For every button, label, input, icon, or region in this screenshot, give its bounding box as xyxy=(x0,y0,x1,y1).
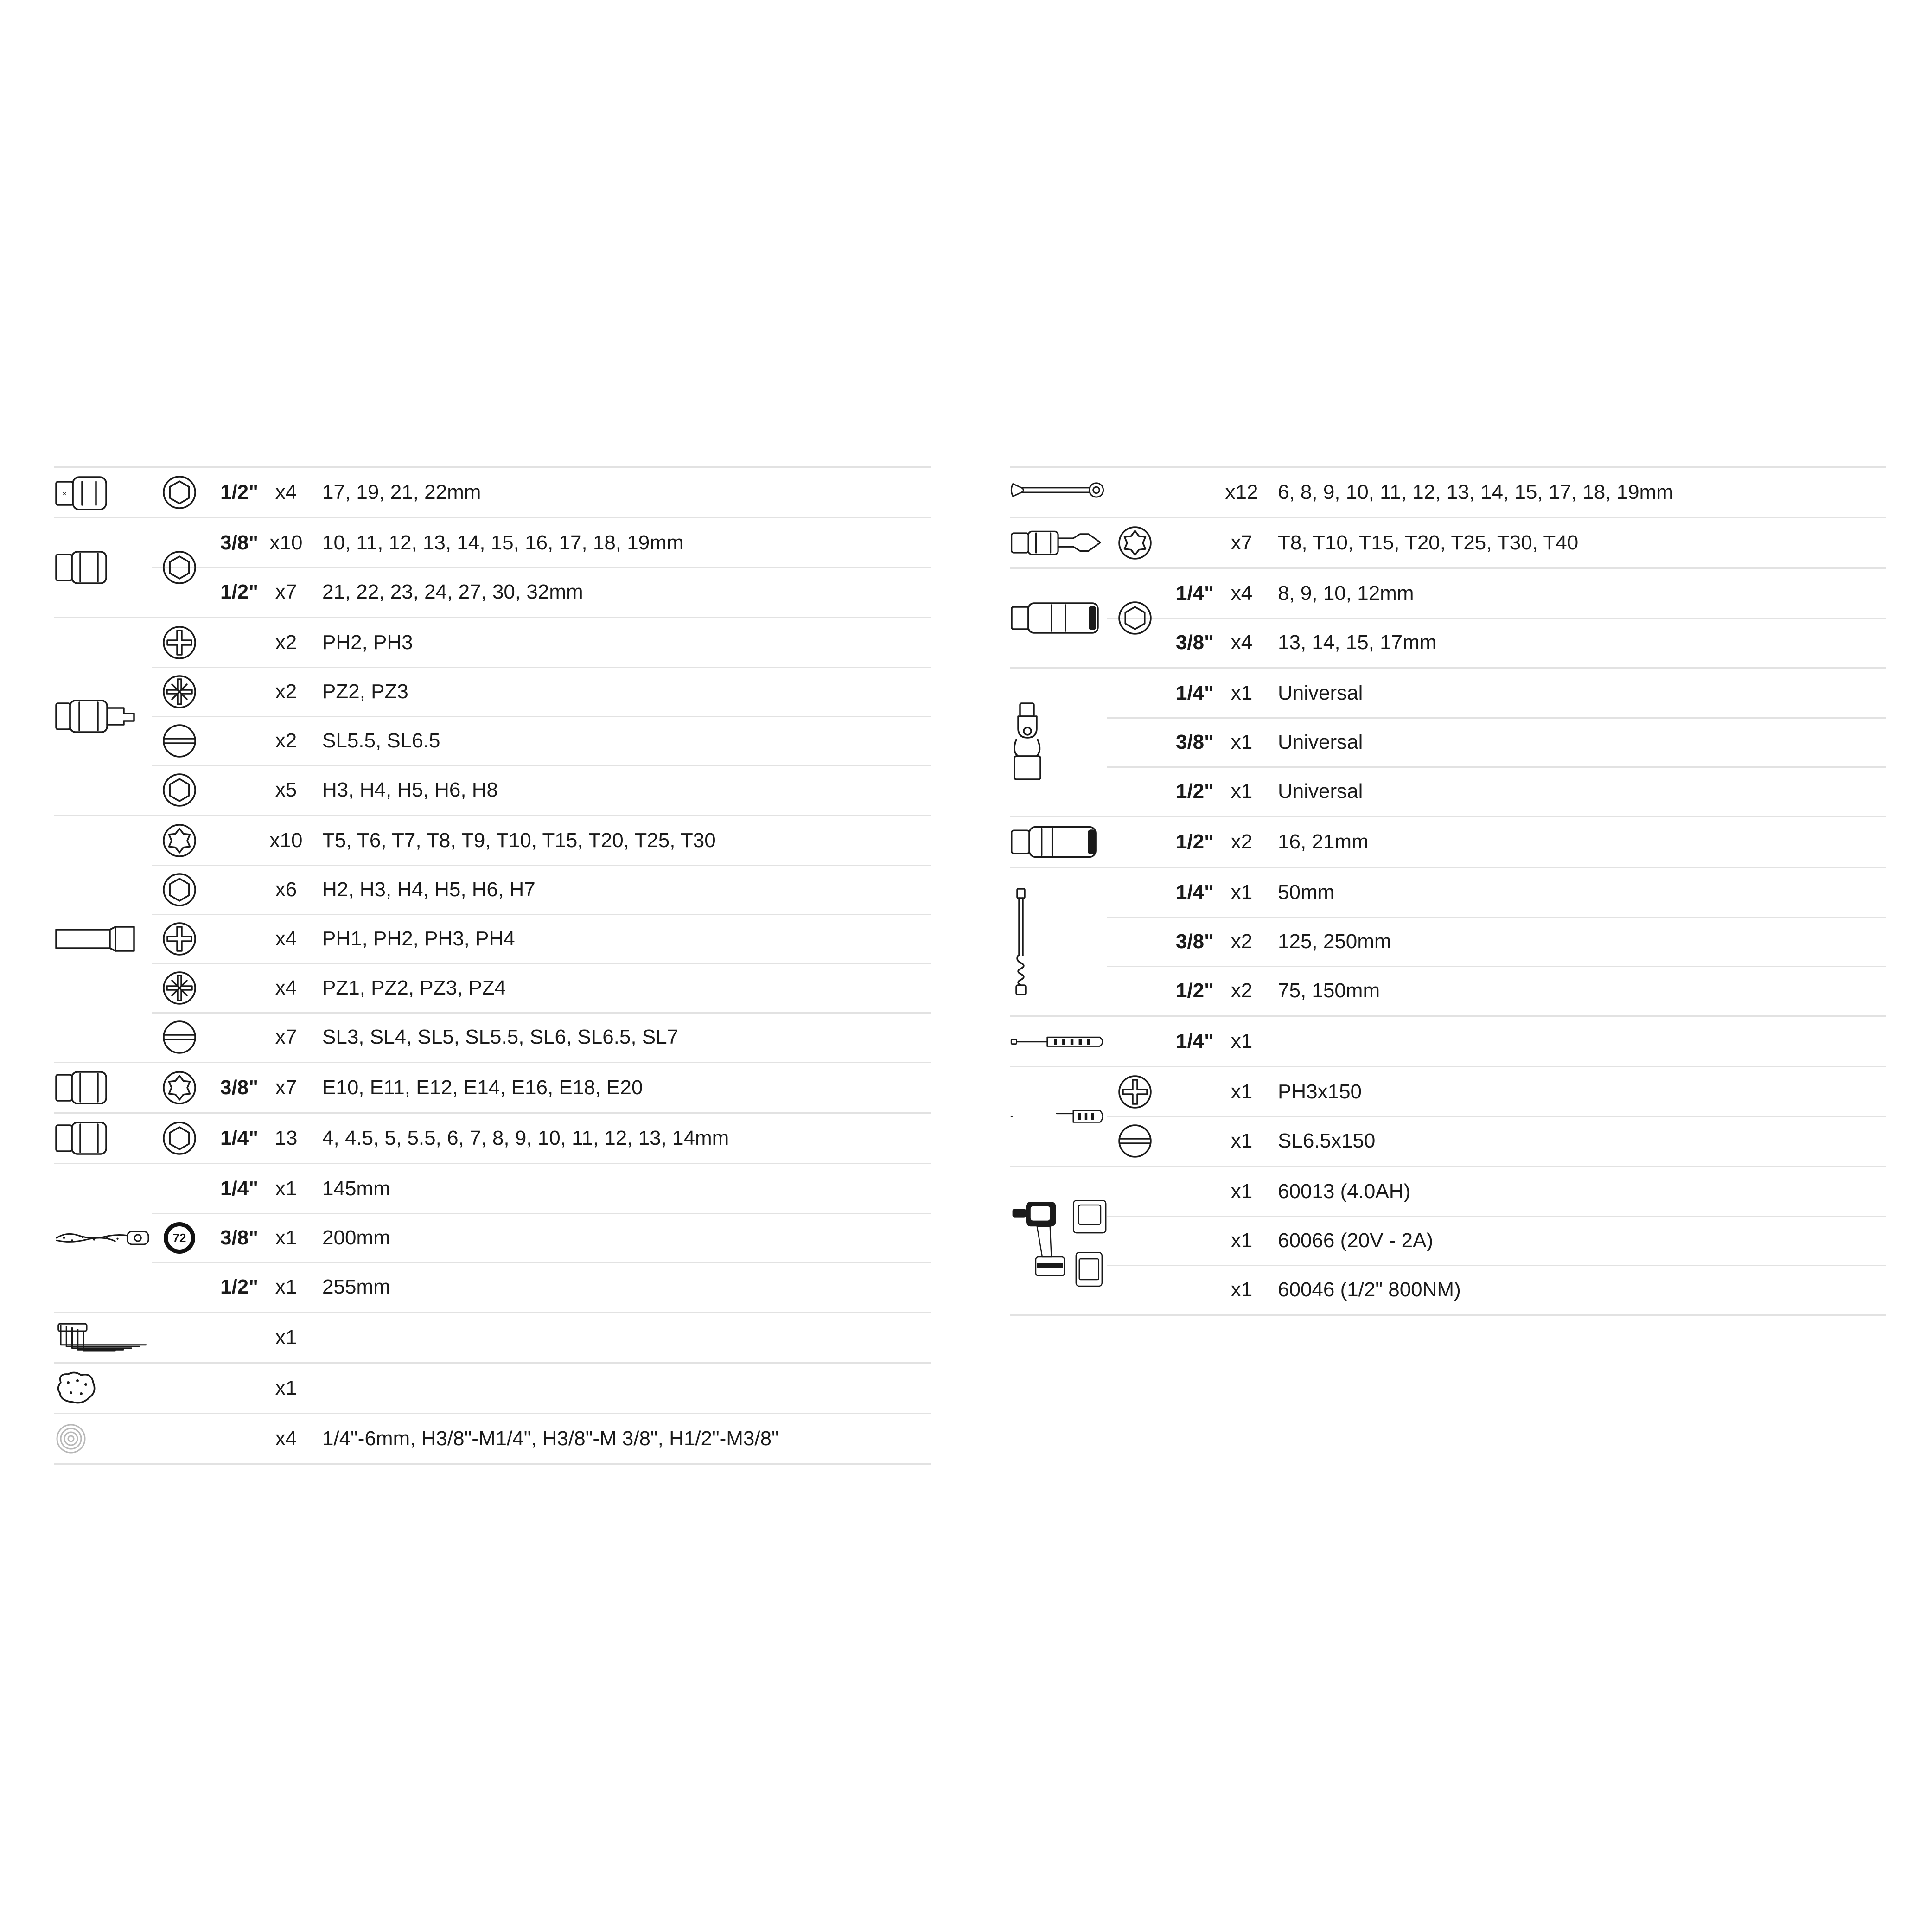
table-row xyxy=(1107,917,1886,966)
table-row xyxy=(152,618,931,667)
screwdriver-icon xyxy=(1010,1067,1107,1166)
description-label: PH3x150 xyxy=(1278,1080,1362,1103)
table-row xyxy=(1107,618,1886,667)
description-label: 16, 21mm xyxy=(1278,830,1369,853)
table-row xyxy=(152,716,931,765)
size-label: 1/4" xyxy=(1175,682,1214,704)
table-row xyxy=(152,468,931,517)
description-label: 60046 (1/2" 800NM) xyxy=(1278,1278,1461,1301)
quantity-label: x12 xyxy=(1225,481,1258,504)
table-row xyxy=(152,914,931,963)
item-group xyxy=(54,1362,931,1413)
item-group xyxy=(1010,816,1886,867)
table-row xyxy=(152,1414,931,1463)
description-label: SL3, SL4, SL5, SL5.5, SL6, SL6.5, SL7 xyxy=(322,1026,679,1048)
quantity-label: x1 xyxy=(275,1226,297,1249)
table-row xyxy=(1107,966,1886,1015)
description-label: 10, 11, 12, 13, 14, 15, 16, 17, 18, 19mm xyxy=(322,531,684,554)
hex-tip-icon xyxy=(1107,599,1163,637)
description-label: T5, T6, T7, T8, T9, T10, T15, T20, T25, T30 xyxy=(322,829,716,852)
quantity-label: x1 xyxy=(275,1177,297,1200)
item-group xyxy=(1010,1166,1886,1316)
svg-text:✕: ✕ xyxy=(62,491,67,497)
hex-tip-icon xyxy=(152,1120,207,1157)
table-row xyxy=(1107,518,1886,567)
table-row xyxy=(1107,1167,1886,1216)
table-row xyxy=(1107,669,1886,718)
torx-tip-icon xyxy=(152,822,207,859)
description-label: 6, 8, 9, 10, 11, 12, 13, 14, 15, 17, 18, 19mm xyxy=(1278,481,1673,504)
quantity-label: x4 xyxy=(275,976,297,999)
quantity-label: x1 xyxy=(1231,1080,1253,1103)
pozidriv-tip-icon xyxy=(152,969,207,1007)
item-group xyxy=(54,517,931,617)
quantity-label: x10 xyxy=(269,531,303,554)
ratchet-72-tip-icon xyxy=(152,1219,207,1256)
description-label: H3, H4, H5, H6, H8 xyxy=(322,778,498,801)
quantity-label: x1 xyxy=(1231,780,1253,803)
quantity-label: x1 xyxy=(1231,1180,1253,1203)
item-group xyxy=(54,815,931,1062)
table-row xyxy=(152,765,931,815)
table-row xyxy=(152,1364,931,1413)
description-label: 75, 150mm xyxy=(1278,979,1380,1002)
torx-bit-socket-icon xyxy=(1010,518,1107,567)
item-group xyxy=(54,1062,931,1112)
table-row xyxy=(152,963,931,1013)
item-group xyxy=(1010,867,1886,1015)
size-label: 3/8" xyxy=(1175,930,1214,953)
item-group xyxy=(54,466,931,517)
table-row xyxy=(1107,718,1886,767)
hex-tip-icon xyxy=(152,871,207,908)
bit-socket-icon xyxy=(54,618,152,815)
description-label: Universal xyxy=(1278,682,1363,704)
size-label: 3/8" xyxy=(220,531,258,554)
description-label: 8, 9, 10, 12mm xyxy=(1278,582,1414,605)
phillips-tip-icon xyxy=(152,920,207,957)
hex-tip-icon xyxy=(152,549,207,586)
table-row xyxy=(1107,468,1886,517)
item-group xyxy=(54,617,931,815)
contents-table-right xyxy=(1010,466,1886,1316)
deep-socket-icon xyxy=(1010,569,1107,667)
quantity-label: x7 xyxy=(275,1026,297,1048)
combination-wrench-icon xyxy=(1010,468,1107,517)
size-label: 1/2" xyxy=(1175,830,1214,853)
size-label: 1/4" xyxy=(220,1177,258,1200)
spinner-handle-icon xyxy=(1010,1017,1107,1066)
quantity-label: x1 xyxy=(1231,682,1253,704)
table-row xyxy=(152,567,931,617)
size-label: 1/2" xyxy=(220,481,258,504)
description-label: PZ2, PZ3 xyxy=(322,680,408,703)
description-label: 60066 (20V - 2A) xyxy=(1278,1229,1434,1252)
impact-wrench-kit-icon xyxy=(1010,1167,1107,1314)
quantity-label: x7 xyxy=(275,1076,297,1099)
phillips-tip-icon xyxy=(1107,1073,1163,1110)
table-row xyxy=(152,1262,931,1312)
item-group xyxy=(1010,466,1886,517)
phillips-tip-icon xyxy=(152,624,207,661)
quantity-label: x1 xyxy=(275,1275,297,1298)
item-group xyxy=(54,1112,931,1163)
item-group xyxy=(54,1312,931,1362)
impact-socket-icon xyxy=(54,468,152,517)
description-label: 17, 19, 21, 22mm xyxy=(322,481,481,504)
table-row xyxy=(152,1063,931,1112)
table-row xyxy=(152,1213,931,1262)
description-label: E10, E11, E12, E14, E16, E18, E20 xyxy=(322,1076,643,1099)
item-group xyxy=(1010,517,1886,567)
item-group xyxy=(1010,567,1886,667)
table-row xyxy=(1107,1216,1886,1265)
size-label: 1/2" xyxy=(1175,979,1214,1002)
table-row xyxy=(152,1013,931,1062)
quantity-label: x4 xyxy=(275,1427,297,1450)
description-label: Universal xyxy=(1278,731,1363,753)
table-row xyxy=(152,865,931,914)
size-label: 3/8" xyxy=(220,1076,258,1099)
item-group xyxy=(1010,667,1886,816)
item-group xyxy=(54,1413,931,1465)
quantity-label: x4 xyxy=(275,481,297,504)
slotted-tip-icon xyxy=(152,722,207,759)
description-label: 145mm xyxy=(322,1177,390,1200)
quantity-label: x1 xyxy=(275,1377,297,1399)
quantity-label: x1 xyxy=(1231,881,1253,904)
bit-holder-icon xyxy=(54,1364,152,1413)
pozidriv-tip-icon xyxy=(152,673,207,710)
size-label: 1/2" xyxy=(1175,780,1214,803)
table-row xyxy=(1107,569,1886,618)
quantity-label: x7 xyxy=(1231,531,1253,554)
quantity-label: x2 xyxy=(1231,930,1253,953)
universal-joint-icon xyxy=(1010,669,1107,816)
description-label: PZ1, PZ2, PZ3, PZ4 xyxy=(322,976,506,999)
adapter-icon xyxy=(54,1414,152,1463)
quantity-label: x1 xyxy=(275,1326,297,1349)
bit-icon xyxy=(54,816,152,1062)
description-label: 13, 14, 15, 17mm xyxy=(1278,631,1437,654)
contents-table-left xyxy=(54,466,931,1465)
quantity-label: x1 xyxy=(1231,731,1253,753)
quantity-label: x2 xyxy=(275,631,297,654)
quantity-label: x1 xyxy=(1231,1030,1253,1052)
table-row xyxy=(1107,1265,1886,1314)
description-label: 21, 22, 23, 24, 27, 30, 32mm xyxy=(322,580,583,603)
size-label: 3/8" xyxy=(1175,631,1214,654)
table-row xyxy=(152,816,931,865)
table-row xyxy=(1107,817,1886,867)
quantity-label: x2 xyxy=(275,680,297,703)
description-label: Universal xyxy=(1278,780,1363,803)
table-row xyxy=(1107,1116,1886,1166)
quantity-label: 13 xyxy=(274,1127,298,1149)
size-label: 1/2" xyxy=(220,580,258,603)
quantity-label: x4 xyxy=(1231,631,1253,654)
size-label: 1/4" xyxy=(1175,881,1214,904)
table-row xyxy=(152,1313,931,1362)
extension-bar-icon xyxy=(1010,868,1107,1015)
item-group xyxy=(54,1163,931,1312)
description-label: 50mm xyxy=(1278,881,1335,904)
svg-text:72: 72 xyxy=(172,1231,186,1245)
socket-icon xyxy=(54,1114,152,1163)
slotted-tip-icon xyxy=(1107,1122,1163,1160)
item-group xyxy=(1010,1015,1886,1066)
description-label: 125, 250mm xyxy=(1278,930,1391,953)
socket-icon xyxy=(54,518,152,617)
description-label: H2, H3, H4, H5, H6, H7 xyxy=(322,878,536,901)
quantity-label: x6 xyxy=(275,878,297,901)
slotted-tip-icon xyxy=(152,1019,207,1056)
quantity-label: x2 xyxy=(1231,830,1253,853)
table-row xyxy=(152,1164,931,1213)
torx-tip-icon xyxy=(152,1069,207,1106)
spark-plug-socket-icon xyxy=(1010,817,1107,867)
size-label: 1/4" xyxy=(220,1127,258,1149)
quantity-label: x2 xyxy=(1231,979,1253,1002)
table-row xyxy=(152,518,931,567)
quantity-label: x5 xyxy=(275,778,297,801)
hex-tip-icon xyxy=(152,474,207,511)
socket-icon xyxy=(54,1063,152,1112)
description-label: T8, T10, T15, T20, T25, T30, T40 xyxy=(1278,531,1579,554)
ratchet-icon xyxy=(54,1164,152,1312)
table-row xyxy=(152,667,931,716)
quantity-label: x1 xyxy=(1231,1229,1253,1252)
table-row xyxy=(1107,1067,1886,1116)
description-label: PH2, PH3 xyxy=(322,631,413,654)
description-label: SL5.5, SL6.5 xyxy=(322,729,440,752)
table-row xyxy=(152,1114,931,1163)
size-label: 3/8" xyxy=(1175,731,1214,753)
description-label: 60013 (4.0AH) xyxy=(1278,1180,1411,1203)
description-label: 1/4"-6mm, H3/8"-M1/4", H3/8"-M 3/8", H1/2"-M3/8" xyxy=(322,1427,779,1450)
size-label: 1/4" xyxy=(1175,1030,1214,1052)
quantity-label: x1 xyxy=(1231,1278,1253,1301)
size-label: 1/4" xyxy=(1175,582,1214,605)
hex-keys-icon xyxy=(54,1313,152,1362)
quantity-label: x4 xyxy=(275,927,297,950)
quantity-label: x1 xyxy=(1231,1129,1253,1152)
item-group xyxy=(1010,1066,1886,1166)
description-label: 200mm xyxy=(322,1226,390,1249)
torx-tip-icon xyxy=(1107,524,1163,561)
description-label: 255mm xyxy=(322,1275,390,1298)
table-row xyxy=(1107,1017,1886,1066)
table-row xyxy=(1107,868,1886,917)
description-label: 4, 4.5, 5, 5.5, 6, 7, 8, 9, 10, 11, 12, 13, 14mm xyxy=(322,1127,729,1149)
size-label: 1/2" xyxy=(220,1275,258,1298)
table-row xyxy=(1107,767,1886,816)
description-label: PH1, PH2, PH3, PH4 xyxy=(322,927,515,950)
quantity-label: x10 xyxy=(269,829,303,852)
quantity-label: x4 xyxy=(1231,582,1253,605)
description-label: SL6.5x150 xyxy=(1278,1129,1376,1152)
hex-tip-icon xyxy=(152,772,207,809)
size-label: 3/8" xyxy=(220,1226,258,1249)
quantity-label: x7 xyxy=(275,580,297,603)
quantity-label: x2 xyxy=(275,729,297,752)
